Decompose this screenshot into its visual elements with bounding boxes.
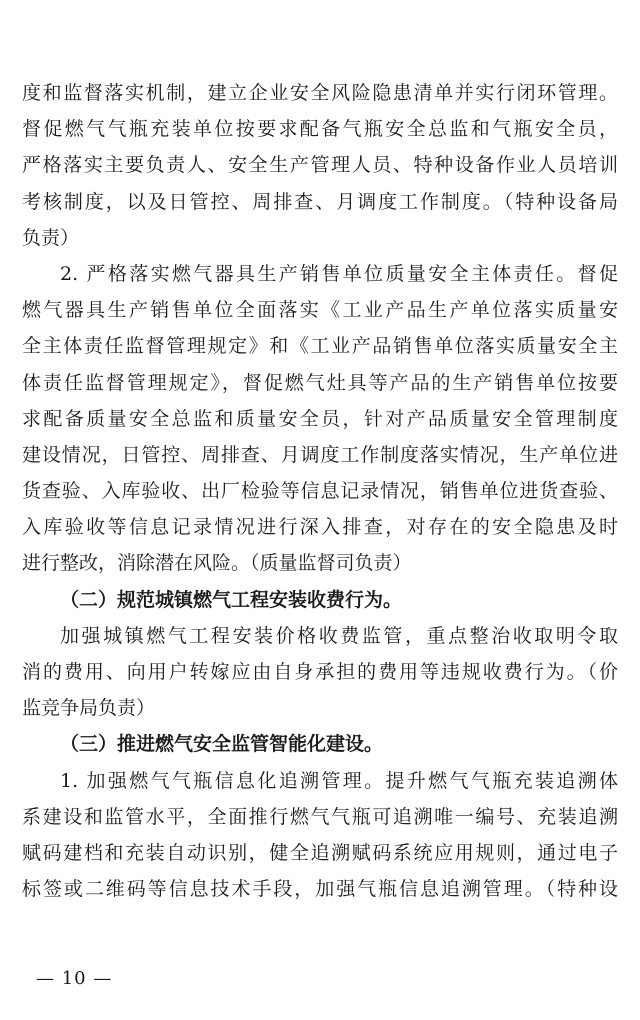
text-line-18: 监竞争局负责） — [22, 697, 156, 720]
text-line-10: 求配备质量安全总监和质量安全员，针对产品质量安全管理制度 — [22, 407, 618, 430]
text-line-5: 负责） — [22, 226, 80, 249]
text-line-1: 度和监督落实机制，建立企业安全风险隐患清单并实行闭环管理。 — [22, 82, 618, 104]
page-number: — 10 — — [36, 968, 113, 989]
text-line-2: 督促燃气气瓶充装单位按要求配备气瓶安全总监和气瓶安全员， — [22, 118, 618, 141]
text-line-7: 燃气器具生产销售单位全面落实《工业产品生产单位落实质量安 — [22, 299, 618, 322]
text-line-4: 考核制度，以及日管控、周排查、月调度工作制度。（特种设备局 — [22, 190, 618, 213]
text-line-8: 全主体责任监督管理规定》和《工业产品销售单位落实质量安全主 — [22, 335, 618, 358]
text-line-14: 进行整改，消除潜在风险。（质量监督司负责） — [22, 552, 412, 575]
text-line-12: 货查验、入库验收、出厂检验等信息记录情况，销售单位进货查验、 — [22, 480, 618, 503]
text-line-21: 系建设和监管水平，全面推行燃气气瓶可追溯唯一编号、充装追溯 — [22, 805, 618, 828]
text-line-9: 体责任监督管理规定》，督促燃气灶具等产品的生产销售单位按要 — [22, 371, 618, 394]
section-heading-3: （三）推进燃气安全监管智能化建设。 — [60, 733, 384, 756]
text-line-11: 建设情况，日管控、周排查、月调度工作制度落实情况，生产单位进 — [22, 443, 618, 466]
text-line-22: 赋码建档和充装自动识别，健全追溯赋码系统应用规则，通过电子 — [22, 841, 618, 864]
text-line-16: 加强城镇燃气工程安装价格收费监管，重点整治收取明令取 — [60, 624, 618, 647]
text-line-17: 消的费用、向用户转嫁应由自身承担的费用等违规收费行为。（价 — [22, 661, 618, 683]
section-heading-2: （二）规范城镇燃气工程安装收费行为。 — [60, 588, 403, 611]
document-body — [22, 75, 618, 907]
text-line-6: 2. 严格落实燃气器具生产销售单位质量安全主体责任。督促 — [60, 262, 618, 285]
text-line-20: 1. 加强燃气气瓶信息化追溯管理。提升燃气气瓶充装追溯体 — [60, 769, 618, 792]
text-line-23: 标签或二维码等信息技术手段，加强气瓶信息追溯管理。（特种设 — [22, 878, 618, 901]
text-line-3: 严格落实主要负责人、安全生产管理人员、特种设备作业人员培训 — [22, 154, 618, 177]
text-line-13: 入库验收等信息记录情况进行深入排查，对存在的安全隐患及时 — [22, 516, 618, 539]
